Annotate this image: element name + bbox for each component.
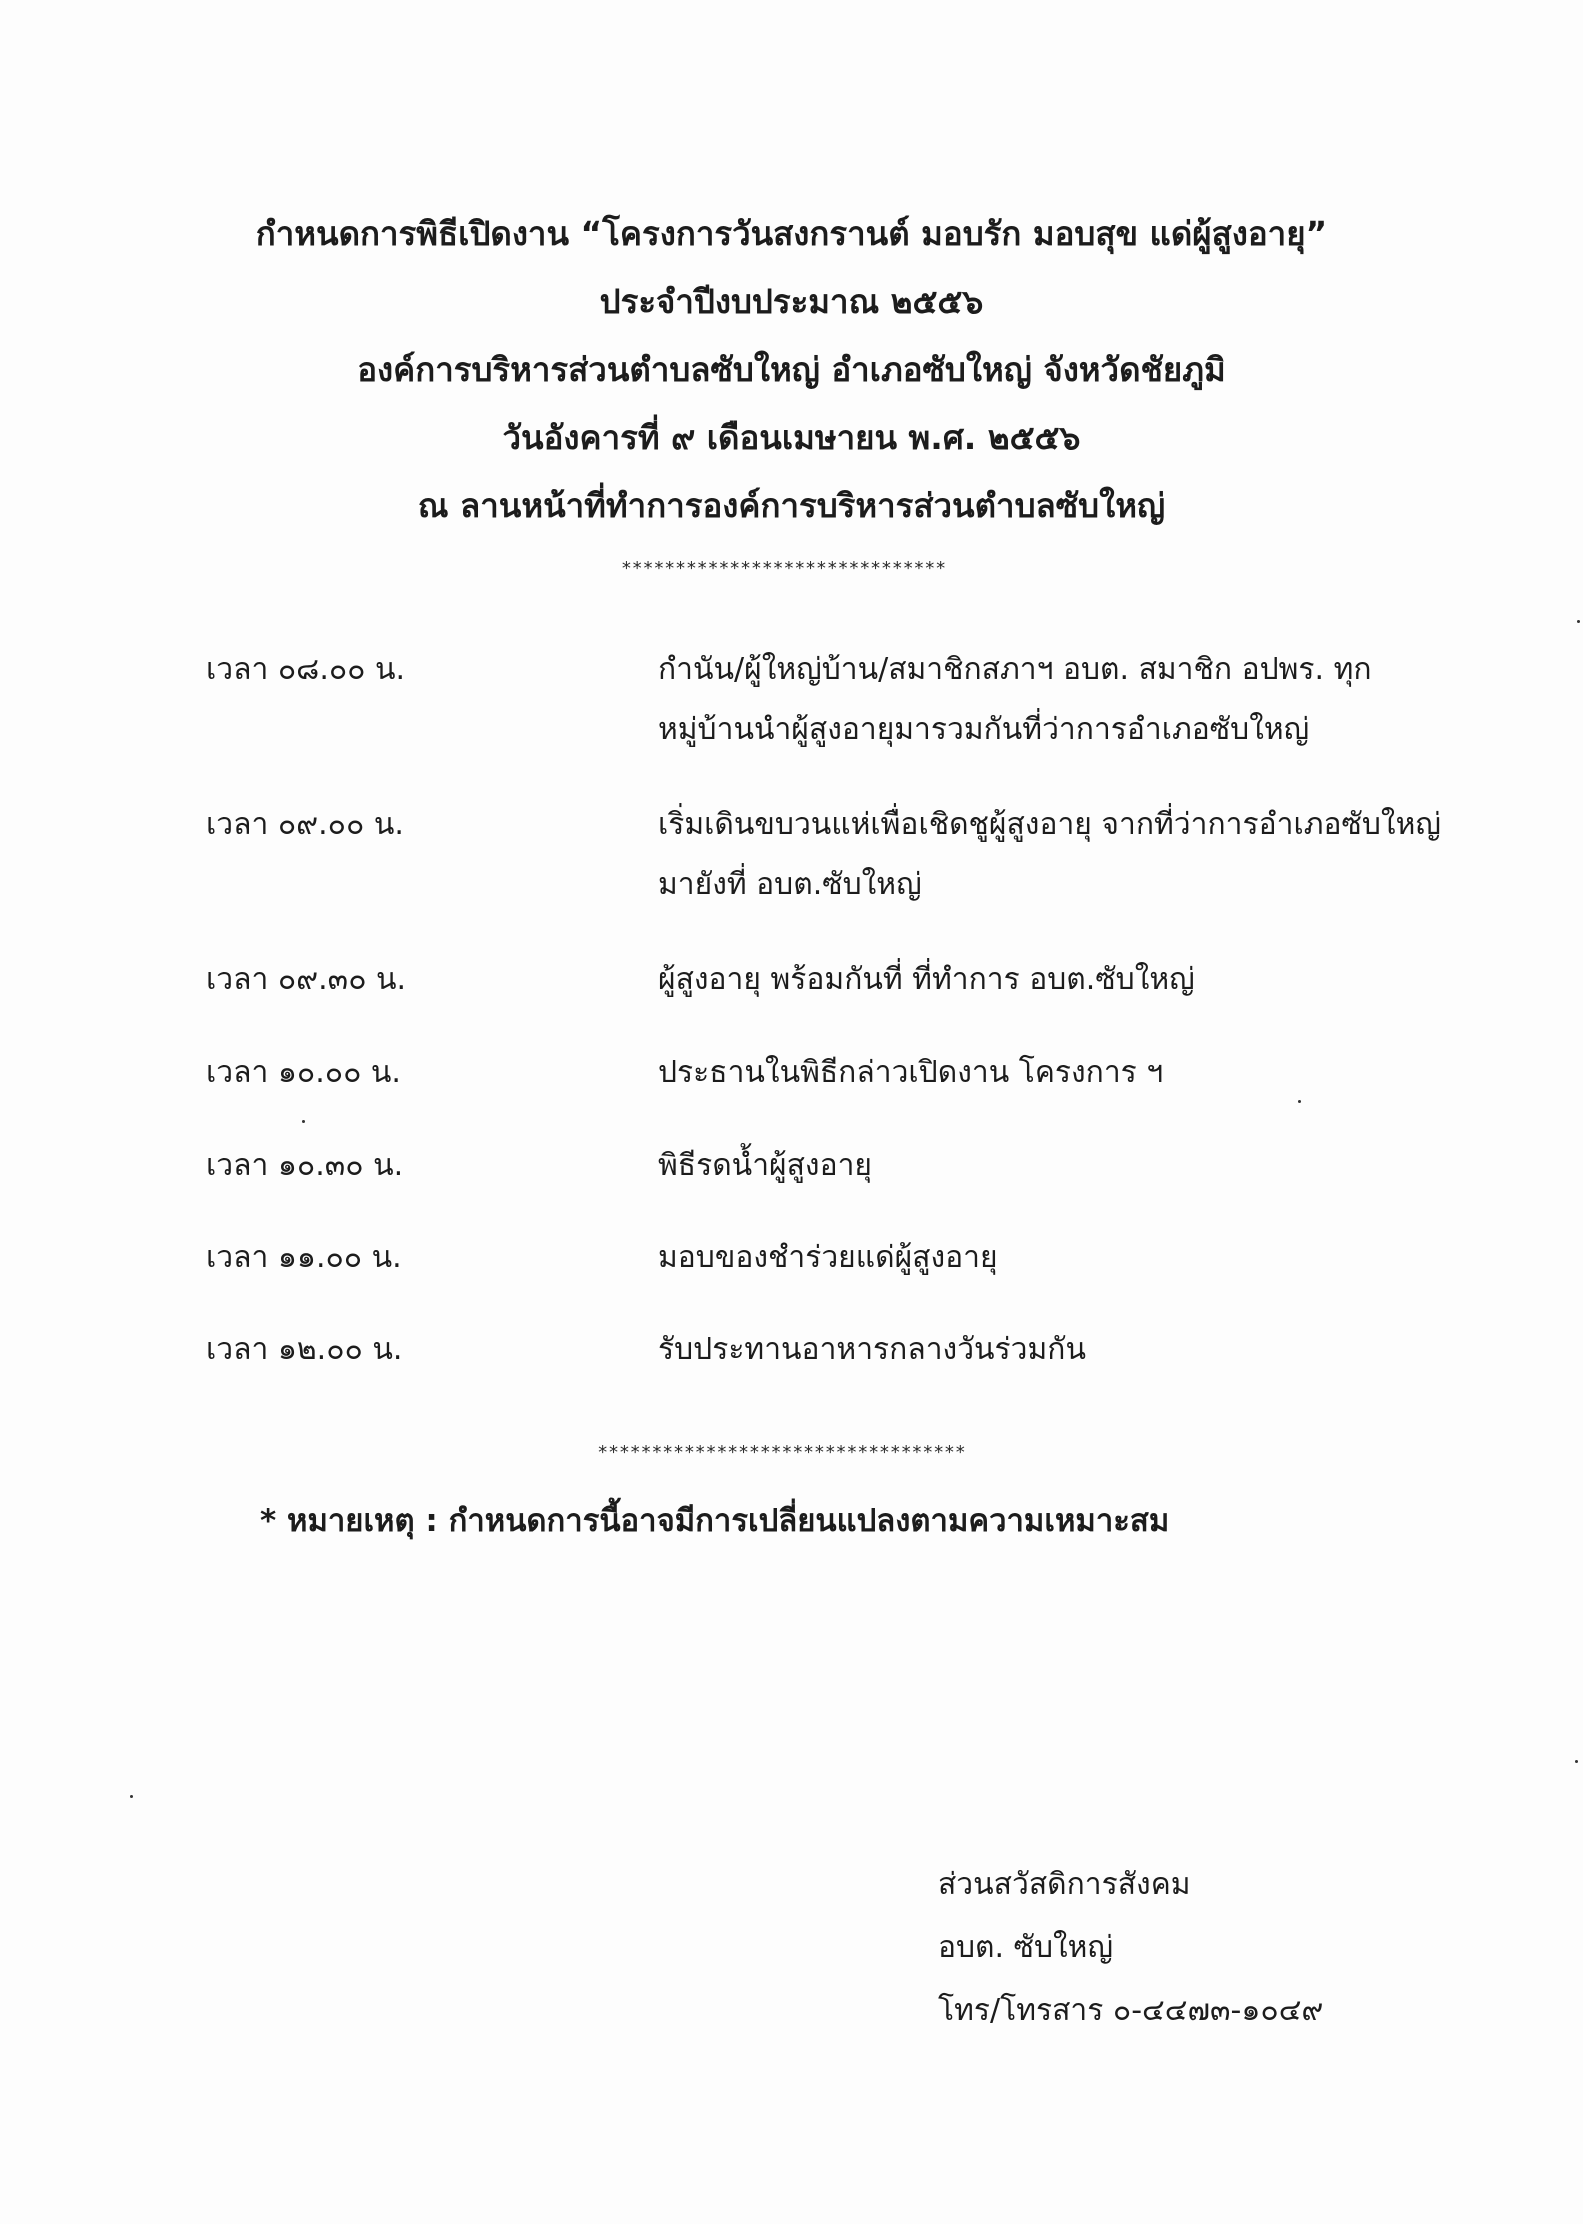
schedule-time: เวลา ๑๐.๓๐ น. (206, 1148, 404, 1183)
signature-department: ส่วนสวัสดิการสังคม (938, 1867, 1191, 1902)
schedule-description-line: กำนัน/ผู้ใหญ่บ้าน/สมาชิกสภาฯ อบต. สมาชิก อปพร. ทุก (658, 652, 1372, 687)
schedule-time: เวลา ๑๒.๐๐ น. (206, 1332, 403, 1367)
schedule-description (658, 1043, 1448, 1103)
scan-speck (302, 1120, 305, 1123)
scan-speck (1298, 1100, 1301, 1103)
schedule-description (658, 795, 1448, 915)
schedule-description (658, 1136, 1448, 1196)
separator-top: ****************************** (620, 558, 947, 579)
schedule-description-line: ผู้สูงอายุ พร้อมกันที่ ที่ทำการ อบต.ซับใหญ่ (658, 962, 1195, 997)
schedule-description (658, 1320, 1448, 1380)
schedule-time: เวลา ๑๑.๐๐ น. (206, 1240, 402, 1275)
schedule-description (658, 1228, 1448, 1288)
remark-note: * หมายเหตุ : กำหนดการนี้อาจมีการเปลี่ยนแปลงตามความเหมาะสม (260, 1503, 1170, 1539)
signature-block (938, 1853, 1323, 2042)
header-date: วันอังคารที่ ๙ เดือนเมษายน พ.ศ. ๒๕๕๖ (502, 418, 1081, 457)
schedule-description (658, 950, 1448, 1010)
scan-speck (1575, 1760, 1578, 1763)
schedule-description-line: รับประทานอาหารกลางวันร่วมกัน (658, 1332, 1086, 1367)
signature-organization: อบต. ซับใหญ่ (938, 1930, 1114, 1965)
schedule-description-line: หมู่บ้านนำผู้สูงอายุมารวมกันที่ว่าการอำเภอซับใหญ่ (658, 712, 1310, 747)
schedule-description-line: มายังที่ อบต.ซับใหญ่ (658, 867, 922, 902)
schedule-time: เวลา ๐๘.๐๐ น. (206, 652, 406, 687)
header-title: กำหนดการพิธีเปิดงาน “โครงการวันสงกรานต์ มอบรัก มอบสุข แด่ผู้สูงอายุ” (255, 214, 1328, 253)
schedule-time: เวลา ๑๐.๐๐ น. (206, 1055, 401, 1090)
header-venue: ณ ลานหน้าที่ทำการองค์การบริหารส่วนตำบลซับใหญ่ (417, 486, 1166, 525)
schedule-description-line: ประธานในพิธีกล่าวเปิดงาน โครงการ ฯ (658, 1055, 1164, 1090)
signature-phone-fax: โทร/โทรสาร ๐-๔๔๗๓-๑๐๔๙ (938, 1993, 1324, 2028)
schedule-description-line: พิธีรดน้ำผู้สูงอายุ (658, 1148, 873, 1183)
schedule-description-line: เริ่มเดินขบวนแห่เพื่อเชิดชูผู้สูงอายุ จากที่ว่าการอำเภอซับใหญ่ (658, 807, 1441, 842)
scan-speck (1577, 620, 1580, 623)
separator-bottom: ********************************** (597, 1442, 966, 1463)
header-fiscal-year: ประจำปีงบประมาณ ๒๕๕๖ (599, 282, 984, 321)
document-header (0, 200, 1583, 540)
header-organization: องค์การบริหารส่วนตำบลซับใหญ่ อำเภอซับใหญ่ จังหวัดชัยภูมิ (357, 350, 1226, 389)
schedule-time: เวลา ๐๙.๓๐ น. (206, 962, 407, 997)
schedule-time: เวลา ๐๙.๐๐ น. (206, 807, 404, 842)
schedule-description (658, 640, 1448, 760)
scan-speck (130, 1795, 133, 1798)
schedule-description-line: มอบของชำร่วยแด่ผู้สูงอายุ (658, 1240, 998, 1275)
